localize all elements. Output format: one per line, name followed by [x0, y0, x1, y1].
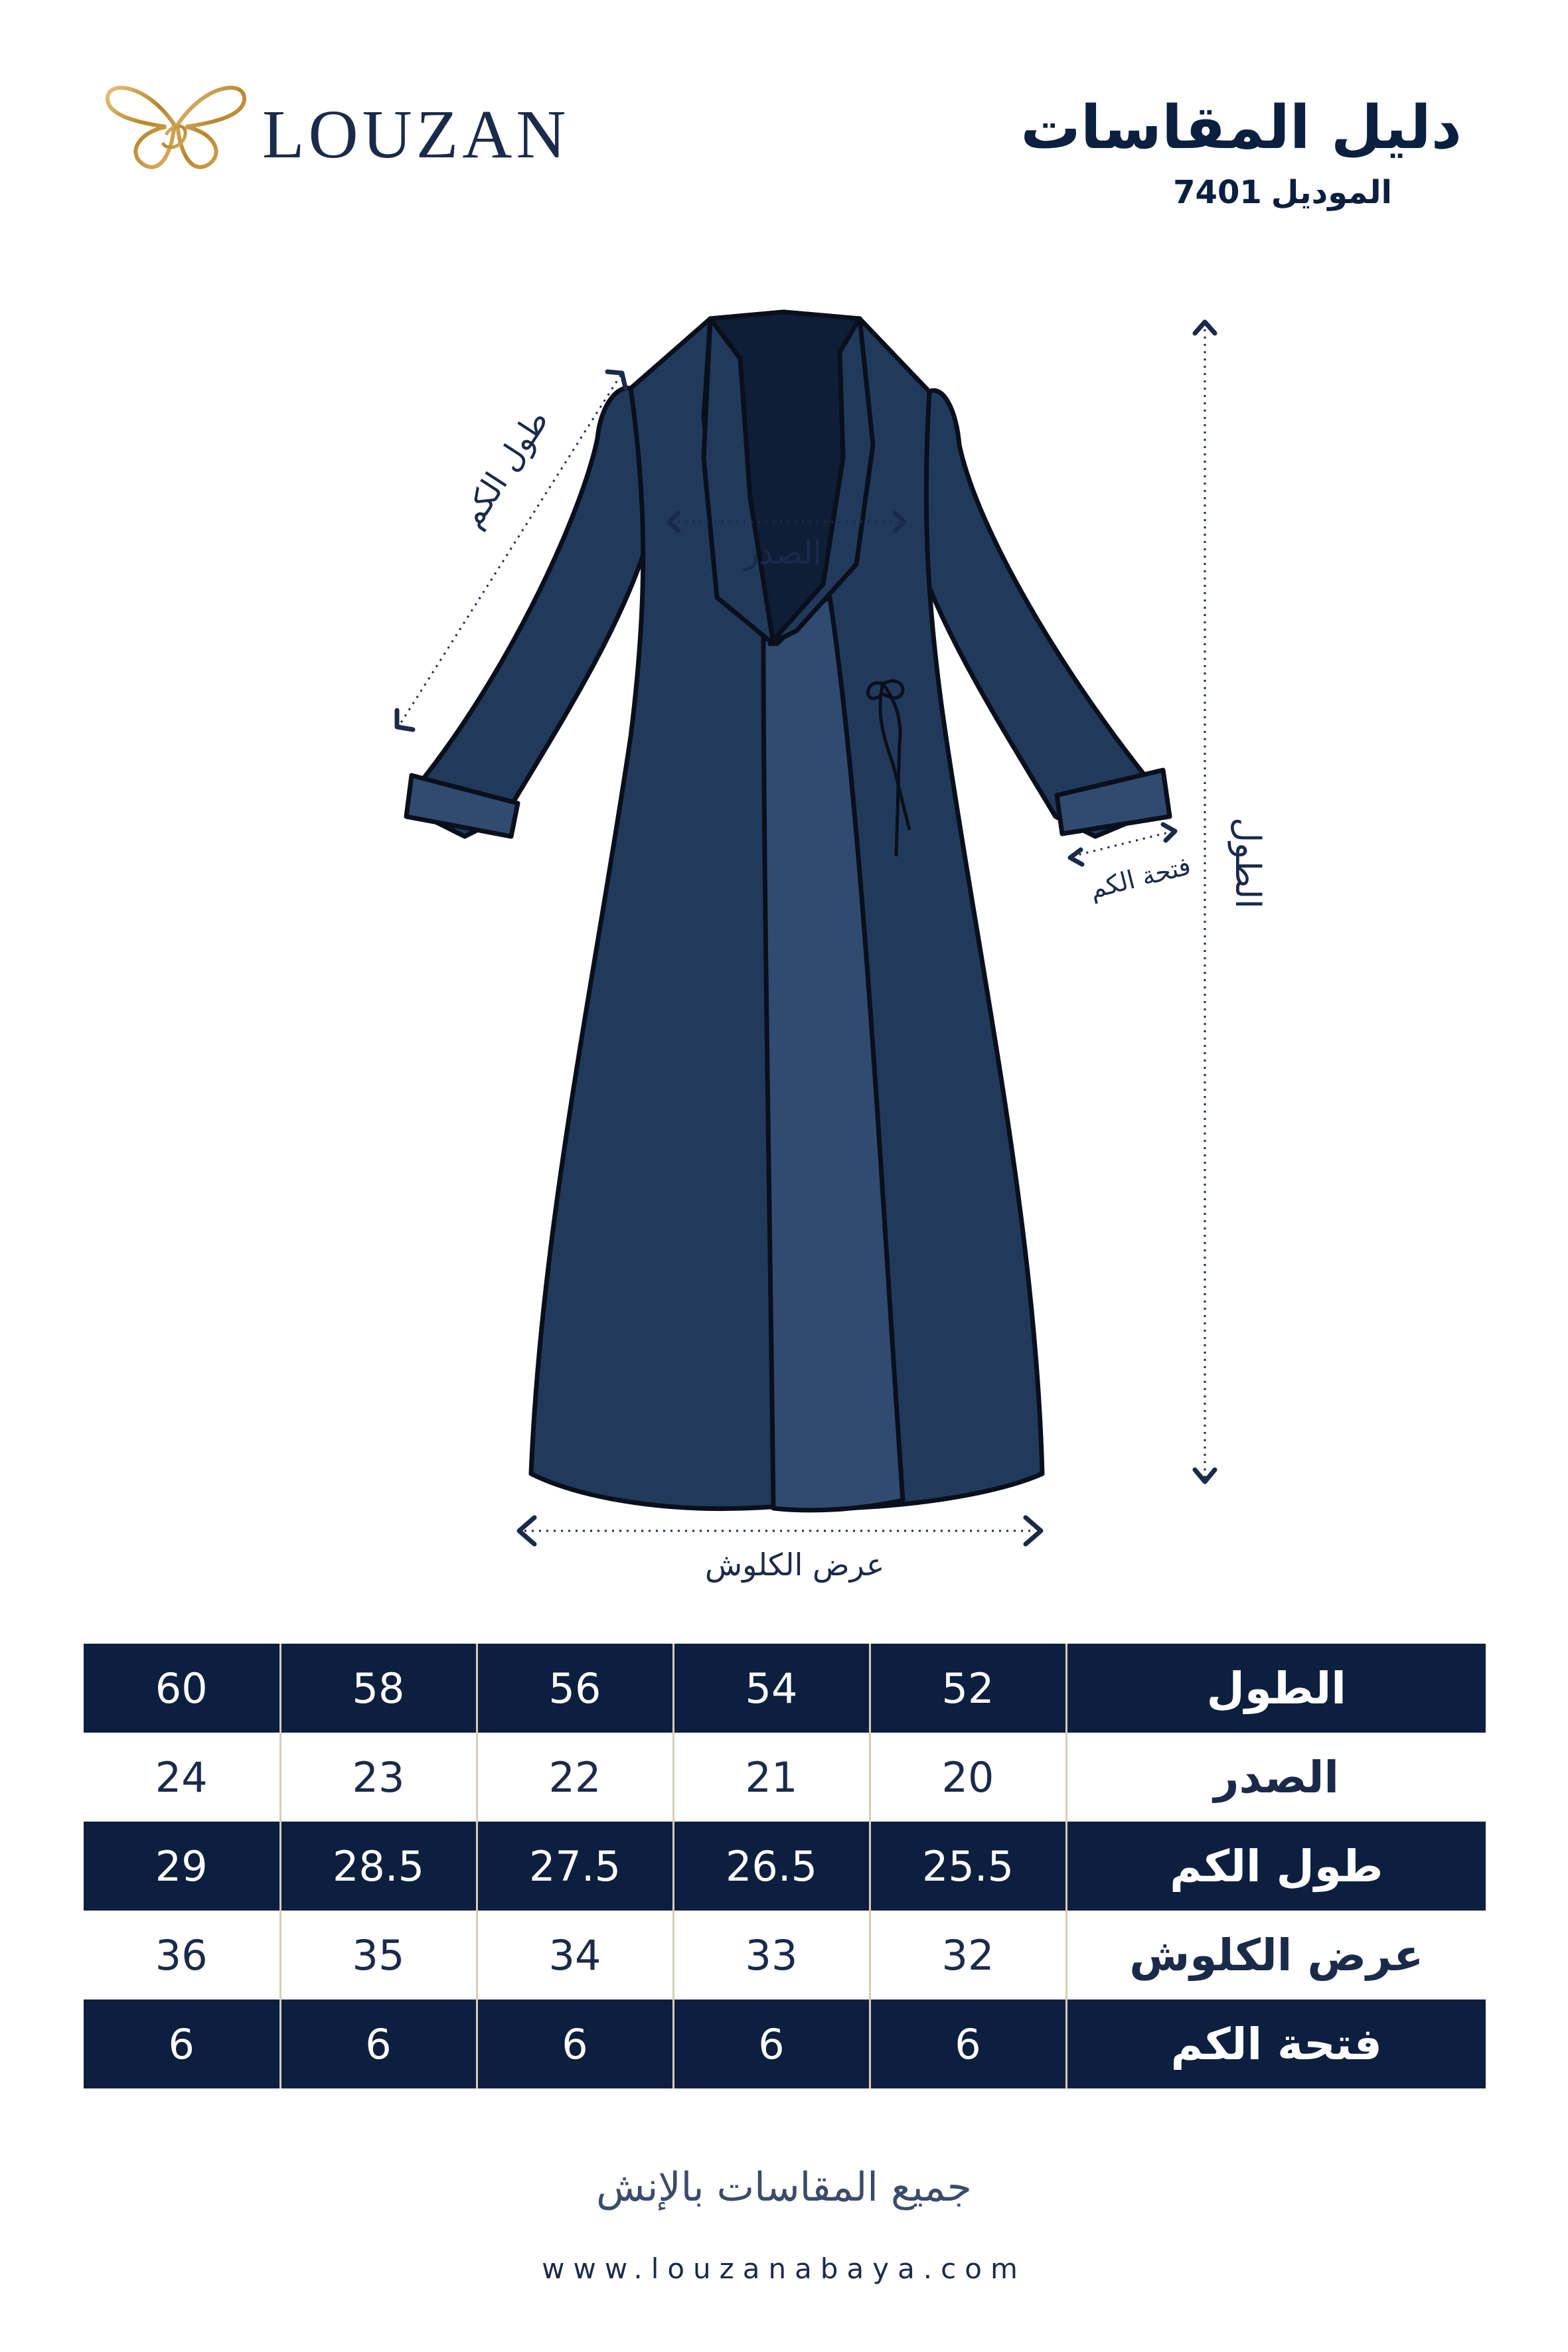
chest-label: الصدر — [744, 534, 822, 572]
size-table — [84, 1644, 1486, 2088]
table-cell: 34 — [477, 1911, 673, 1999]
row-header: الطول — [1066, 1644, 1486, 1733]
table-cell: 32 — [870, 1911, 1066, 1999]
table-cell: 6 — [280, 1999, 477, 2088]
length-label: الطول — [1227, 817, 1267, 909]
model-label: الموديل — [1271, 174, 1392, 211]
table-cell: 52 — [870, 1644, 1066, 1733]
table-cell: 6 — [84, 1999, 280, 2088]
sleeve-length-label: طول الكم — [452, 403, 556, 534]
row-header: طول الكم — [1066, 1822, 1486, 1911]
table-cell: 29 — [84, 1822, 280, 1911]
model-line — [1173, 174, 1392, 211]
table-cell: 20 — [870, 1733, 1066, 1822]
table-row — [84, 1644, 1486, 1733]
table-row — [84, 1999, 1486, 2088]
table-cell: 27.5 — [477, 1822, 673, 1911]
table-cell: 6 — [673, 1999, 870, 2088]
table-cell: 23 — [280, 1733, 477, 1822]
table-cell: 24 — [84, 1733, 280, 1822]
website-link[interactable]: www.louzanabaya.com — [542, 2252, 1026, 2285]
table-row — [84, 1733, 1486, 1822]
row-header: فتحة الكم — [1066, 1999, 1486, 2088]
table-cell: 36 — [84, 1911, 280, 1999]
table-cell: 28.5 — [280, 1822, 477, 1911]
table-cell: 33 — [673, 1911, 870, 1999]
model-number: 7401 — [1173, 174, 1262, 211]
table-cell: 56 — [477, 1644, 673, 1733]
units-note: جميع المقاسات بالإنش — [596, 2164, 972, 2211]
butterfly-icon — [100, 76, 252, 176]
page-title: دليل المقاسات — [1020, 93, 1462, 163]
abaya-illustration — [0, 285, 1568, 1580]
table-row — [84, 1911, 1486, 1999]
table-row — [84, 1822, 1486, 1911]
brand-logo — [100, 76, 570, 183]
table-cell: 35 — [280, 1911, 477, 1999]
table-cell: 25.5 — [870, 1822, 1066, 1911]
row-header: الصدر — [1066, 1733, 1486, 1822]
garment-diagram — [0, 285, 1568, 1583]
table-cell: 58 — [280, 1644, 477, 1733]
sleeve-opening-label: فتحة الكم — [1086, 850, 1194, 905]
hem-width-label: عرض الكلوش — [705, 1547, 885, 1583]
row-header: عرض الكلوش — [1066, 1911, 1486, 1999]
table-cell: 6 — [477, 1999, 673, 2088]
table-cell: 54 — [673, 1644, 870, 1733]
table-cell: 22 — [477, 1733, 673, 1822]
table-cell: 21 — [673, 1733, 870, 1822]
table-cell: 26.5 — [673, 1822, 870, 1911]
brand-name: LOUZAN — [262, 96, 570, 173]
table-cell: 6 — [870, 1999, 1066, 2088]
table-cell: 60 — [84, 1644, 280, 1733]
